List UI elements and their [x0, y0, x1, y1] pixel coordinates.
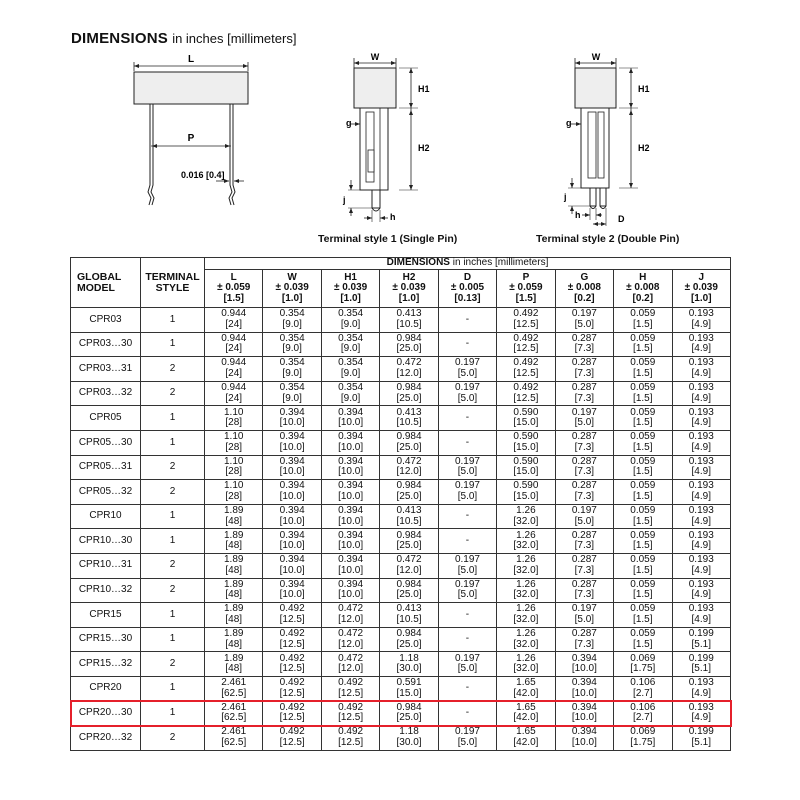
cell-j: 0.193 [4.9] [672, 430, 731, 455]
cell-h1: 0.394 [10.0] [321, 455, 379, 480]
cell-d: - [438, 430, 496, 455]
label-wire-diameter: 0.016 [0.4] [181, 170, 225, 180]
cell-h1: 0.492 [12.5] [321, 726, 379, 751]
cell-g: 0.287 [7.3] [555, 332, 613, 357]
cell-h: 0.059 [1.5] [614, 381, 672, 406]
cell-w: 0.492 [12.5] [263, 603, 321, 628]
cell-model: CPR15…32 [71, 652, 141, 677]
header-col-h2: H2 ± 0.039 [1.0] [380, 270, 438, 308]
cell-h2: 1.18 [30.0] [380, 652, 438, 677]
cell-h: 0.059 [1.5] [614, 332, 672, 357]
cell-h2: 0.984 [25.0] [380, 701, 438, 726]
cell-h2: 0.984 [25.0] [380, 529, 438, 554]
cell-p: 1.65 [42.0] [497, 676, 555, 701]
cell-h: 0.059 [1.5] [614, 578, 672, 603]
cell-d: - [438, 603, 496, 628]
cell-g: 0.287 [7.3] [555, 627, 613, 652]
cell-j: 0.193 [4.9] [672, 455, 731, 480]
cell-h2: 0.472 [12.0] [380, 357, 438, 382]
cell-model: CPR05 [71, 406, 141, 431]
cell-terminal-style: 1 [141, 430, 205, 455]
cell-d: - [438, 504, 496, 529]
cell-d: - [438, 332, 496, 357]
cell-h: 0.106 [2.7] [614, 676, 672, 701]
cell-model: CPR10…31 [71, 553, 141, 578]
cell-w: 0.394 [10.0] [263, 504, 321, 529]
cell-terminal-style: 1 [141, 627, 205, 652]
cell-terminal-style: 2 [141, 480, 205, 505]
cell-d: 0.197 [5.0] [438, 726, 496, 751]
cell-l: 1.89 [48] [205, 627, 263, 652]
cell-j: 0.193 [4.9] [672, 357, 731, 382]
cell-l: 1.89 [48] [205, 652, 263, 677]
cell-p: 0.492 [12.5] [497, 308, 555, 333]
cell-p: 0.590 [15.0] [497, 430, 555, 455]
cell-h1: 0.354 [9.0] [321, 332, 379, 357]
cell-j: 0.193 [4.9] [672, 332, 731, 357]
cell-g: 0.287 [7.3] [555, 430, 613, 455]
header-global-model: GLOBAL MODEL [71, 258, 141, 308]
cell-h1: 0.394 [10.0] [321, 480, 379, 505]
cell-h1: 0.394 [10.0] [321, 553, 379, 578]
cell-w: 0.394 [10.0] [263, 406, 321, 431]
header-col-h1: H1 ± 0.039 [1.0] [321, 270, 379, 308]
cell-h1: 0.354 [9.0] [321, 308, 379, 333]
cell-w: 0.354 [9.0] [263, 381, 321, 406]
header-col-h: H ± 0.008 [0.2] [614, 270, 672, 308]
cell-d: 0.197 [5.0] [438, 578, 496, 603]
cell-g: 0.197 [5.0] [555, 603, 613, 628]
cell-d: 0.197 [5.0] [438, 652, 496, 677]
cell-p: 1.26 [32.0] [497, 529, 555, 554]
cell-model: CPR05…31 [71, 455, 141, 480]
cell-model: CPR05…32 [71, 480, 141, 505]
table-row [71, 652, 731, 677]
cell-h2: 0.413 [10.5] [380, 504, 438, 529]
cell-j: 0.199 [5.1] [672, 627, 731, 652]
cell-l: 1.10 [28] [205, 480, 263, 505]
cell-h: 0.069 [1.75] [614, 726, 672, 751]
cell-model: CPR20 [71, 676, 141, 701]
label-D: D [618, 214, 625, 224]
cell-l: 1.89 [48] [205, 504, 263, 529]
cell-d: - [438, 308, 496, 333]
cell-g: 0.394 [10.0] [555, 701, 613, 726]
cell-w: 0.354 [9.0] [263, 332, 321, 357]
cell-p: 1.26 [32.0] [497, 603, 555, 628]
cell-w: 0.394 [10.0] [263, 455, 321, 480]
cell-d: - [438, 627, 496, 652]
header-col-d: D ± 0.005 [0.13] [438, 270, 496, 308]
terminal-style-2-drawing [563, 52, 650, 226]
cell-l: 1.89 [48] [205, 578, 263, 603]
table-row [71, 357, 731, 382]
cell-g: 0.287 [7.3] [555, 480, 613, 505]
cell-j: 0.199 [5.1] [672, 726, 731, 751]
cell-terminal-style: 1 [141, 308, 205, 333]
cell-h2: 0.984 [25.0] [380, 578, 438, 603]
cell-model: CPR10 [71, 504, 141, 529]
table-row [71, 480, 731, 505]
cell-p: 1.65 [42.0] [497, 726, 555, 751]
cell-h: 0.059 [1.5] [614, 430, 672, 455]
cell-terminal-style: 1 [141, 529, 205, 554]
cell-model: CPR10…32 [71, 578, 141, 603]
cell-h: 0.069 [1.75] [614, 652, 672, 677]
cell-g: 0.287 [7.3] [555, 578, 613, 603]
cell-terminal-style: 1 [141, 701, 205, 726]
table-row [71, 455, 731, 480]
cell-h: 0.059 [1.5] [614, 357, 672, 382]
cell-h: 0.059 [1.5] [614, 553, 672, 578]
table-row [71, 529, 731, 554]
table-row [71, 406, 731, 431]
dimension-drawings [0, 0, 800, 250]
cell-w: 0.394 [10.0] [263, 480, 321, 505]
cell-g: 0.394 [10.0] [555, 726, 613, 751]
cell-w: 0.394 [10.0] [263, 553, 321, 578]
cell-h2: 0.413 [10.5] [380, 406, 438, 431]
cell-d: - [438, 701, 496, 726]
cell-h2: 0.984 [25.0] [380, 627, 438, 652]
table-row [71, 578, 731, 603]
cell-h1: 0.394 [10.0] [321, 529, 379, 554]
cell-w: 0.394 [10.0] [263, 529, 321, 554]
label-P: P [187, 133, 195, 144]
cell-model: CPR20…32 [71, 726, 141, 751]
cell-model: CPR15…30 [71, 627, 141, 652]
cell-h: 0.059 [1.5] [614, 529, 672, 554]
cell-terminal-style: 1 [141, 603, 205, 628]
cell-w: 0.354 [9.0] [263, 308, 321, 333]
cell-h1: 0.492 [12.5] [321, 701, 379, 726]
header-col-j: J ± 0.039 [1.0] [672, 270, 731, 308]
cell-l: 1.10 [28] [205, 430, 263, 455]
cell-h2: 0.984 [25.0] [380, 430, 438, 455]
cell-d: - [438, 529, 496, 554]
table-row [71, 553, 731, 578]
cell-j: 0.193 [4.9] [672, 578, 731, 603]
cell-p: 1.26 [32.0] [497, 652, 555, 677]
cell-h1: 0.394 [10.0] [321, 430, 379, 455]
cell-model: CPR03…30 [71, 332, 141, 357]
cell-h1: 0.394 [10.0] [321, 578, 379, 603]
cell-j: 0.193 [4.9] [672, 504, 731, 529]
caption-terminal-style-2: Terminal style 2 (Double Pin) [536, 233, 680, 245]
label-W: W [370, 52, 380, 62]
cell-h: 0.059 [1.5] [614, 480, 672, 505]
cell-h2: 0.472 [12.0] [380, 455, 438, 480]
cell-h2: 1.18 [30.0] [380, 726, 438, 751]
cell-g: 0.287 [7.3] [555, 529, 613, 554]
label-H1: H1 [418, 84, 430, 94]
cell-l: 1.89 [48] [205, 603, 263, 628]
cell-w: 0.492 [12.5] [263, 701, 321, 726]
cell-l: 1.89 [48] [205, 553, 263, 578]
cell-d: 0.197 [5.0] [438, 357, 496, 382]
cell-d: 0.197 [5.0] [438, 381, 496, 406]
cell-h2: 0.413 [10.5] [380, 603, 438, 628]
cell-h1: 0.354 [9.0] [321, 381, 379, 406]
cell-terminal-style: 1 [141, 676, 205, 701]
title-bold: DIMENSIONS [71, 30, 169, 47]
label-j-2: j [564, 192, 567, 202]
cell-terminal-style: 2 [141, 726, 205, 751]
cell-h1: 0.394 [10.0] [321, 406, 379, 431]
cell-g: 0.197 [5.0] [555, 308, 613, 333]
cell-l: 2.461 [62.5] [205, 726, 263, 751]
cell-l: 1.89 [48] [205, 529, 263, 554]
label-g: g [346, 118, 352, 128]
cell-h2: 0.413 [10.5] [380, 308, 438, 333]
cell-g: 0.394 [10.0] [555, 676, 613, 701]
cell-h1: 0.472 [12.0] [321, 627, 379, 652]
cell-w: 0.492 [12.5] [263, 627, 321, 652]
cell-p: 1.26 [32.0] [497, 504, 555, 529]
cell-h: 0.059 [1.5] [614, 504, 672, 529]
cell-g: 0.287 [7.3] [555, 357, 613, 382]
dimensions-table [70, 257, 731, 751]
cell-model: CPR05…30 [71, 430, 141, 455]
cell-h: 0.059 [1.5] [614, 308, 672, 333]
cell-g: 0.287 [7.3] [555, 455, 613, 480]
cell-j: 0.193 [4.9] [672, 406, 731, 431]
cell-h1: 0.394 [10.0] [321, 504, 379, 529]
label-h: h [390, 212, 396, 222]
cell-l: 1.10 [28] [205, 406, 263, 431]
cell-p: 0.590 [15.0] [497, 455, 555, 480]
table-row [71, 504, 731, 529]
cell-g: 0.287 [7.3] [555, 553, 613, 578]
table-row-highlighted [71, 701, 731, 726]
cell-h2: 0.472 [12.0] [380, 553, 438, 578]
cell-p: 0.492 [12.5] [497, 357, 555, 382]
cell-p: 1.65 [42.0] [497, 701, 555, 726]
cell-terminal-style: 1 [141, 504, 205, 529]
cell-w: 0.492 [12.5] [263, 652, 321, 677]
label-g-2: g [566, 118, 572, 128]
header-col-g: G ± 0.008 [0.2] [555, 270, 613, 308]
terminal-style-1-drawing [342, 52, 430, 222]
cell-h2: 0.984 [25.0] [380, 480, 438, 505]
cell-w: 0.492 [12.5] [263, 676, 321, 701]
table-row [71, 726, 731, 751]
cell-l: 1.10 [28] [205, 455, 263, 480]
cell-model: CPR20…30 [71, 701, 141, 726]
table-row [71, 627, 731, 652]
cell-g: 0.197 [5.0] [555, 504, 613, 529]
cell-p: 1.26 [32.0] [497, 553, 555, 578]
cell-model: CPR03 [71, 308, 141, 333]
table-row [71, 332, 731, 357]
cell-p: 0.492 [12.5] [497, 332, 555, 357]
cell-l: 0.944 [24] [205, 357, 263, 382]
cell-terminal-style: 2 [141, 578, 205, 603]
cell-model: CPR03…32 [71, 381, 141, 406]
cell-h: 0.059 [1.5] [614, 627, 672, 652]
cell-l: 0.944 [24] [205, 308, 263, 333]
label-h-2: h [575, 210, 581, 220]
cell-j: 0.193 [4.9] [672, 381, 731, 406]
table-row [71, 430, 731, 455]
header-col-w: W ± 0.039 [1.0] [263, 270, 321, 308]
cell-l: 0.944 [24] [205, 381, 263, 406]
cell-terminal-style: 2 [141, 357, 205, 382]
cell-j: 0.193 [4.9] [672, 676, 731, 701]
cell-d: - [438, 676, 496, 701]
cell-l: 0.944 [24] [205, 332, 263, 357]
label-j: j [343, 195, 346, 205]
cell-model: CPR15 [71, 603, 141, 628]
cell-w: 0.394 [10.0] [263, 430, 321, 455]
cell-terminal-style: 2 [141, 381, 205, 406]
cell-j: 0.193 [4.9] [672, 701, 731, 726]
cell-h1: 0.492 [12.5] [321, 676, 379, 701]
table-row [71, 381, 731, 406]
cell-g: 0.394 [10.0] [555, 652, 613, 677]
cell-terminal-style: 2 [141, 455, 205, 480]
label-H1-2: H1 [638, 84, 650, 94]
cell-h: 0.059 [1.5] [614, 603, 672, 628]
label-H2: H2 [418, 143, 430, 153]
cell-h2: 0.984 [25.0] [380, 332, 438, 357]
cell-j: 0.193 [4.9] [672, 553, 731, 578]
cell-j: 0.193 [4.9] [672, 603, 731, 628]
cell-g: 0.197 [5.0] [555, 406, 613, 431]
cell-d: 0.197 [5.0] [438, 455, 496, 480]
cell-p: 1.26 [32.0] [497, 578, 555, 603]
cell-w: 0.394 [10.0] [263, 578, 321, 603]
cell-d: - [438, 406, 496, 431]
cell-terminal-style: 2 [141, 652, 205, 677]
cell-j: 0.199 [5.1] [672, 652, 731, 677]
cell-j: 0.193 [4.9] [672, 480, 731, 505]
cell-h2: 0.591 [15.0] [380, 676, 438, 701]
cell-model: CPR10…30 [71, 529, 141, 554]
cell-h1: 0.472 [12.0] [321, 652, 379, 677]
cell-h2: 0.984 [25.0] [380, 381, 438, 406]
header-col-p: P ± 0.059 [1.5] [497, 270, 555, 308]
cell-p: 1.26 [32.0] [497, 627, 555, 652]
cell-l: 2.461 [62.5] [205, 701, 263, 726]
table-row [71, 308, 731, 333]
cell-w: 0.492 [12.5] [263, 726, 321, 751]
cell-model: CPR03…31 [71, 357, 141, 382]
header-dimensions-group: DIMENSIONS in inches [millimeters] [205, 258, 731, 270]
caption-terminal-style-1: Terminal style 1 (Single Pin) [318, 233, 458, 245]
cell-p: 0.590 [15.0] [497, 406, 555, 431]
cell-terminal-style: 1 [141, 406, 205, 431]
cell-p: 0.590 [15.0] [497, 480, 555, 505]
cell-j: 0.193 [4.9] [672, 529, 731, 554]
title-subtitle: in inches [millimeters] [172, 31, 297, 46]
table-row [71, 603, 731, 628]
cell-d: 0.197 [5.0] [438, 480, 496, 505]
cell-terminal-style: 1 [141, 332, 205, 357]
label-W-2: W [591, 52, 601, 62]
cell-h1: 0.472 [12.0] [321, 603, 379, 628]
label-H2-2: H2 [638, 143, 650, 153]
cell-p: 0.492 [12.5] [497, 381, 555, 406]
cell-g: 0.287 [7.3] [555, 381, 613, 406]
cell-h: 0.059 [1.5] [614, 455, 672, 480]
label-L: L [187, 54, 195, 65]
cell-terminal-style: 2 [141, 553, 205, 578]
cell-w: 0.354 [9.0] [263, 357, 321, 382]
cell-l: 2.461 [62.5] [205, 676, 263, 701]
cell-d: 0.197 [5.0] [438, 553, 496, 578]
table-row [71, 676, 731, 701]
cell-h: 0.106 [2.7] [614, 701, 672, 726]
cell-h1: 0.354 [9.0] [321, 357, 379, 382]
cell-h: 0.059 [1.5] [614, 406, 672, 431]
cell-j: 0.193 [4.9] [672, 308, 731, 333]
side-view-drawing [134, 54, 248, 205]
header-terminal-style: TERMINAL STYLE [141, 258, 205, 308]
header-col-l: L ± 0.059 [1.5] [205, 270, 263, 308]
